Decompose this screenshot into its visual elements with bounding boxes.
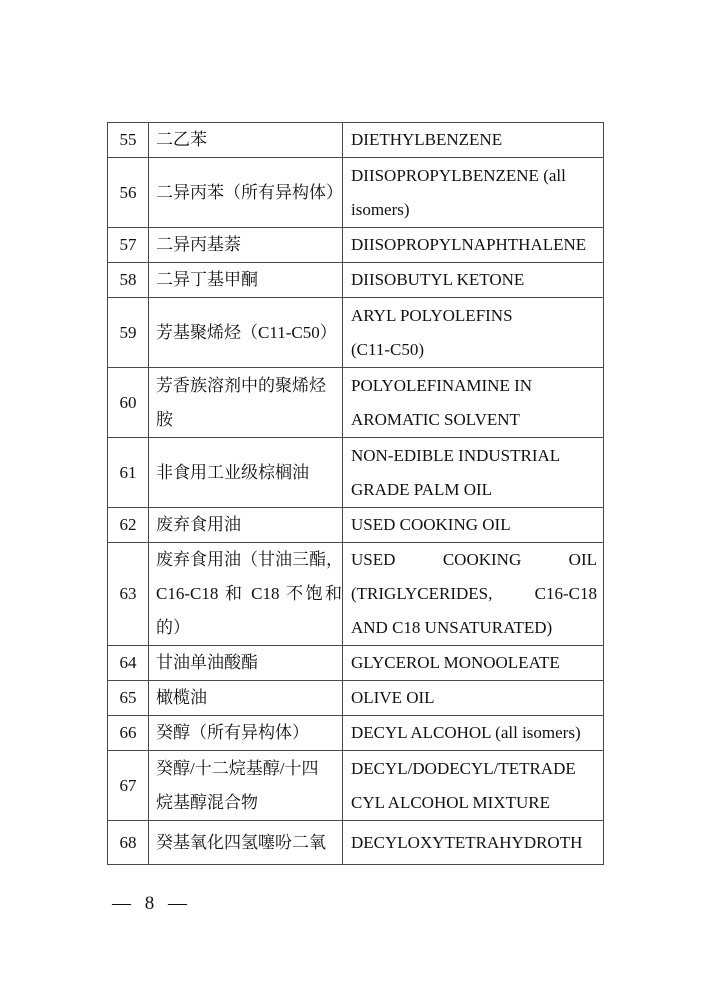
table-row: [108, 543, 604, 646]
chinese-name-line: 二异丙苯（所有异构体）: [156, 182, 343, 202]
row-number-cell: 63: [108, 543, 149, 646]
row-number-cell: 68: [108, 821, 149, 865]
chinese-name-line: C16-C18 和 C18 不饱和: [156, 584, 342, 603]
english-name-line: POLYOLEFINAMINE IN: [351, 375, 533, 395]
english-name-cell: [343, 438, 604, 508]
page-number: — 8 —: [112, 893, 187, 914]
table-row: [108, 298, 604, 368]
row-number-cell: 55: [108, 123, 149, 158]
table-row: [108, 646, 604, 681]
chinese-name-cell: [149, 716, 343, 751]
english-name-line: DECYL/DODECYL/TETRADE: [351, 758, 576, 778]
english-name-line: DECYLOXYTETRAHYDROTH: [351, 832, 583, 852]
chinese-name-cell: [149, 228, 343, 263]
chinese-name-cell: [149, 298, 343, 368]
chinese-name-line: 芳基聚烯烃（C11-C50）: [156, 322, 337, 342]
english-name-cell: [343, 123, 604, 158]
table-row: [108, 716, 604, 751]
table-row: [108, 751, 604, 821]
english-name-line: GLYCEROL MONOOLEATE: [351, 653, 560, 672]
row-number-cell: 58: [108, 263, 149, 298]
chemical-list-table: [107, 122, 604, 865]
row-number-cell: 65: [108, 681, 149, 716]
english-name-line: GRADE PALM OIL: [351, 479, 493, 499]
chinese-name-line: 癸基氧化四氢噻吩二氧: [156, 832, 326, 852]
row-number-cell: 66: [108, 716, 149, 751]
english-name-line: CYL ALCOHOL MIXTURE: [351, 792, 550, 812]
english-name-cell: [343, 716, 604, 751]
table-row: [108, 821, 604, 865]
table-row: [108, 508, 604, 543]
chinese-name-line: 烷基醇混合物: [156, 792, 258, 812]
chinese-name-cell: [149, 158, 343, 228]
table-row: [108, 681, 604, 716]
row-number-cell: 61: [108, 438, 149, 508]
row-number-cell: 60: [108, 368, 149, 438]
table-row: [108, 158, 604, 228]
table-row: [108, 263, 604, 298]
english-name-line: ARYL POLYOLEFINS: [351, 305, 513, 325]
english-name-cell: [343, 821, 604, 865]
chinese-name-cell: [149, 508, 343, 543]
english-name-cell: [343, 681, 604, 716]
chinese-name-cell: [149, 751, 343, 821]
english-name-line: AND C18 UNSATURATED): [351, 618, 553, 637]
english-name-line: DIISOPROPYLNAPHTHALENE: [351, 235, 587, 254]
english-name-cell: [343, 646, 604, 681]
chinese-name-line: 二异丙基萘: [156, 235, 241, 254]
chinese-name-line: 二异丁基甲酮: [156, 270, 258, 289]
chinese-name-line: 癸醇/十二烷基醇/十四: [156, 758, 319, 778]
chinese-name-cell: [149, 123, 343, 158]
english-name-line: OLIVE OIL: [351, 688, 435, 707]
row-number-cell: 62: [108, 508, 149, 543]
table-row: [108, 438, 604, 508]
english-name-cell: [343, 543, 604, 646]
table-row: [108, 228, 604, 263]
english-name-cell: [343, 751, 604, 821]
chinese-name-cell: [149, 821, 343, 865]
english-name-line: USED COOKING OIL: [351, 550, 597, 569]
chinese-name-line: 废弃食用油（甘油三酯，: [156, 550, 343, 569]
english-name-cell: [343, 228, 604, 263]
english-name-cell: [343, 158, 604, 228]
english-name-line: DECYL ALCOHOL (all isomers): [351, 723, 581, 742]
chinese-name-line: 橄榄油: [156, 688, 207, 707]
chinese-name-line: 非食用工业级棕榈油: [156, 462, 309, 482]
chinese-name-line: 芳香族溶剂中的聚烯烃: [156, 375, 326, 395]
chinese-name-line: 二乙苯: [156, 130, 207, 149]
chinese-name-cell: [149, 368, 343, 438]
english-name-line: DIISOPROPYLBENZENE (all: [351, 165, 566, 185]
row-number-cell: 64: [108, 646, 149, 681]
english-name-line: isomers): [351, 199, 410, 219]
chinese-name-cell: [149, 263, 343, 298]
english-name-line: NON-EDIBLE INDUSTRIAL: [351, 445, 561, 465]
row-number-cell: 67: [108, 751, 149, 821]
english-name-line: DIISOBUTYL KETONE: [351, 270, 525, 289]
english-name-cell: [343, 263, 604, 298]
table-row: [108, 368, 604, 438]
chinese-name-line: 甘油单油酸酯: [156, 653, 258, 672]
table-row: [108, 123, 604, 158]
chinese-name-line: 废弃食用油: [156, 515, 241, 534]
english-name-cell: [343, 368, 604, 438]
english-name-line: (C11-C50): [351, 339, 425, 359]
english-name-line: USED COOKING OIL: [351, 515, 511, 534]
english-name-line: AROMATIC SOLVENT: [351, 409, 520, 429]
chinese-name-line: 胺: [156, 409, 173, 429]
chinese-name-cell: [149, 438, 343, 508]
chinese-name-line: 的）: [156, 618, 190, 637]
english-name-line: (TRIGLYCERIDES, C16-C18: [351, 584, 597, 603]
chinese-name-cell: [149, 543, 343, 646]
row-number-cell: 57: [108, 228, 149, 263]
row-number-cell: 59: [108, 298, 149, 368]
chinese-name-cell: [149, 646, 343, 681]
row-number-cell: 56: [108, 158, 149, 228]
chinese-name-cell: [149, 681, 343, 716]
english-name-cell: [343, 508, 604, 543]
english-name-line: DIETHYLBENZENE: [351, 130, 503, 149]
chinese-name-line: 癸醇（所有异构体）: [156, 723, 309, 742]
english-name-cell: [343, 298, 604, 368]
